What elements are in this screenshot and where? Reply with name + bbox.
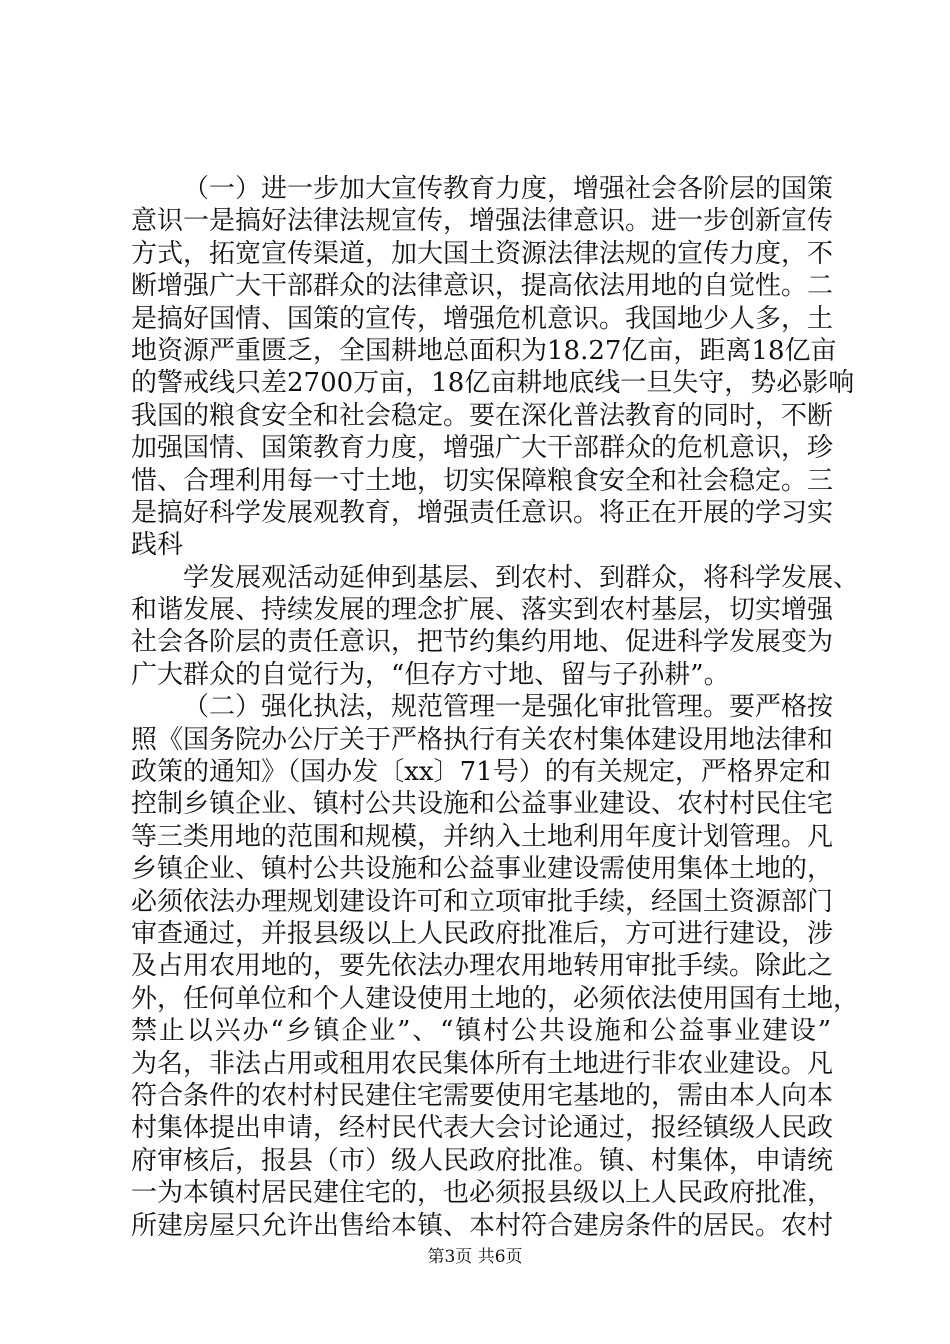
- text-line: 村集体提出申请，经村民代表大会讨论通过，报经镇级人民政: [131, 1113, 834, 1144]
- text-line: 禁止以兴办“乡镇企业”、“镇村公共设施和公益事业建设”: [131, 1016, 831, 1047]
- text-line: （一）进一步加大宣传教育力度，增强社会各阶层的国策: [183, 174, 834, 204]
- text-line: 控制乡镇企业、镇村公共设施和公益事业建设、农村村民住宅: [131, 789, 834, 820]
- text-line: 府审核后，报县（市）级人民政府批准。镇、村集体，申请统: [131, 1145, 834, 1176]
- paragraph: [131, 691, 860, 1242]
- text-line: 符合条件的农村村民建住宅需要使用宅基地的，需由本人向本: [131, 1080, 834, 1111]
- paragraph: [131, 173, 855, 562]
- text-line: 惜、合理利用每一寸土地，切实保障粮食安全和社会稳定。三: [131, 465, 834, 496]
- paragraph: [131, 562, 860, 692]
- text-line: （二）强化执法，规范管理一是强化审批管理。要严格按: [183, 692, 834, 723]
- text-line: 断增强广大干部群众的法律意识，提高依法用地的自觉性。二: [131, 271, 834, 302]
- text-line: 必须依法办理规划建设许可和立项审批手续，经国土资源部门: [131, 886, 834, 917]
- text-line: 和谐发展、持续发展的理念扩展、落实到农村基层，切实增强: [131, 595, 834, 626]
- text-line: 是搞好科学发展观教育，增强责任意识。将正在开展的学习实: [131, 497, 834, 528]
- text-line: 一为本镇村居民建住宅的，也必须报县级以上人民政府批准，: [131, 1178, 834, 1209]
- text-line: 照《国务院办公厅关于严格执行有关农村集体建设用地法律和: [131, 724, 834, 755]
- text-line: 所建房屋只允许出售给本镇、本村符合建房条件的居民。农村: [131, 1210, 834, 1241]
- text-line: 加强国情、国策教育力度，增强广大干部群众的危机意识，珍: [131, 433, 834, 464]
- page-number-footer: 第3页 共6页: [427, 1247, 523, 1267]
- text-line: 践科: [131, 530, 184, 561]
- text-line: 为名，非法占用或租用农民集体所有土地进行非农业建设。凡: [131, 1048, 834, 1079]
- text-line: 广大群众的自觉行为，“但存方寸地、留与子孙耕”。: [131, 659, 730, 690]
- text-line: 意识一是搞好法律法规宣传，增强法律意识。进一步创新宣传: [131, 206, 834, 237]
- text-line: 等三类用地的范围和规模，并纳入土地利用年度计划管理。凡: [131, 821, 834, 852]
- text-line: 乡镇企业、镇村公共设施和公益事业建设需使用集体土地的，: [131, 854, 834, 885]
- text-line: 的警戒线只差2700万亩，18亿亩耕地底线一旦失守，势必影响: [131, 368, 855, 399]
- text-line: 政策的通知》（国办发〔xx〕71号）的有关规定，严格界定和: [131, 757, 831, 788]
- text-line: 是搞好国情、国策的宣传，增强危机意识。我国地少人多，土: [131, 303, 834, 334]
- text-line: 及占用农用地的，要先依法办理农用地转用审批手续。除此之: [131, 951, 834, 982]
- text-line: 方式，拓宽宣传渠道，加大国土资源法律法规的宣传力度，不: [131, 238, 834, 269]
- text-line: 社会各阶层的责任意识，把节约集约用地、促进科学发展变为: [131, 627, 834, 658]
- text-line: 外，任何单位和个人建设使用土地的，必须依法使用国有土地，: [131, 983, 860, 1014]
- text-line: 我国的粮食安全和社会稳定。要在深化普法教育的同时，不断: [131, 400, 834, 431]
- text-line: 地资源严重匮乏，全国耕地总面积为18.27亿亩，距离18亿亩: [131, 335, 837, 366]
- document-body: [131, 173, 860, 1242]
- text-line: 审查通过，并报县级以上人民政府批准后，方可进行建设，涉: [131, 918, 834, 949]
- text-line: 学发展观活动延伸到基层、到农村、到群众，将科学发展、: [183, 562, 860, 593]
